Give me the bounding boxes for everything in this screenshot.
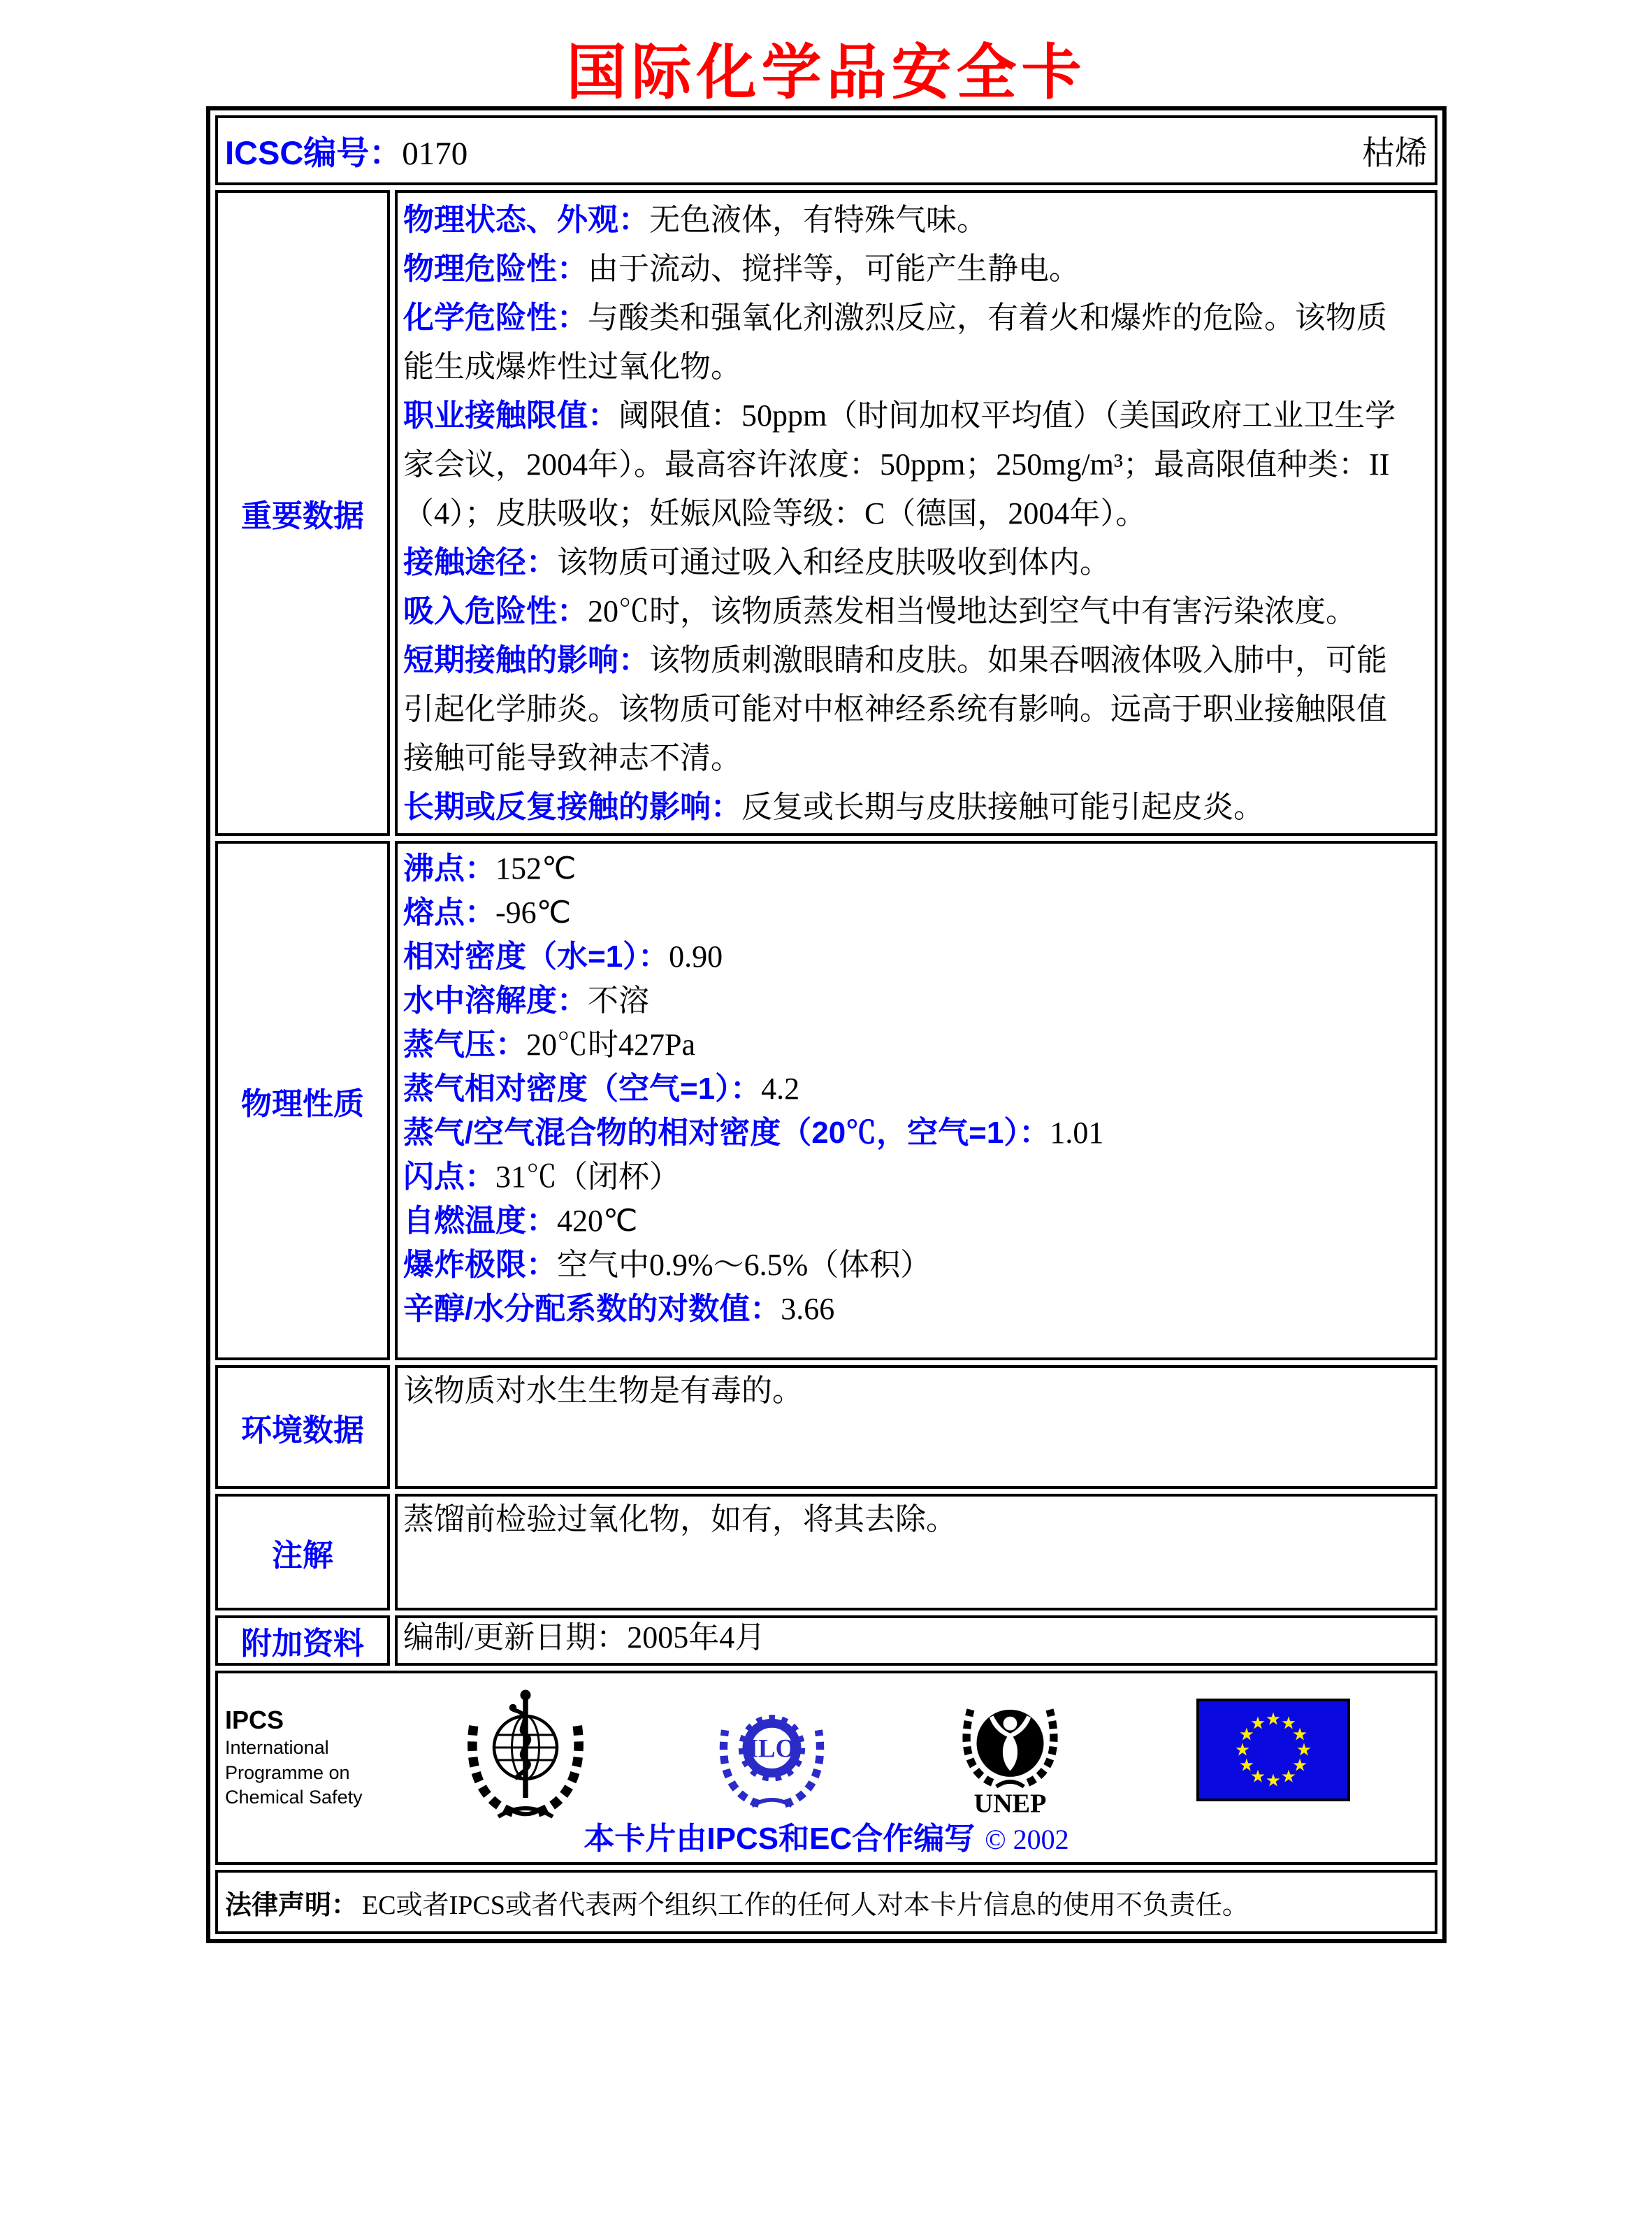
icsc-card-table — [206, 106, 1447, 1943]
environment-text: 该物质对水生生物是有毒的。 — [403, 1374, 803, 1408]
property-label: 水中溶解度： — [403, 983, 588, 1018]
ilo-logo — [707, 1694, 836, 1815]
field-label: 吸入危险性： — [403, 594, 588, 628]
ipcs-acronym: IPCS — [225, 1706, 284, 1734]
header-cell — [215, 115, 1437, 185]
field-label: 长期或反复接触的影响： — [403, 790, 741, 824]
unep-logo — [949, 1686, 1071, 1824]
property-line — [403, 1023, 1407, 1067]
property-value: 不溶 — [588, 983, 649, 1018]
section-content-important — [395, 190, 1437, 836]
property-label: 蒸气相对密度（空气=1）： — [403, 1072, 762, 1106]
legal-label: 法律声明： — [225, 1890, 358, 1920]
field-label: 物理状态、外观： — [403, 203, 649, 237]
field-label: 化学危险性： — [403, 301, 588, 335]
property-label: 蒸气/空气混合物的相对密度（20℃，空气=1）： — [403, 1116, 1050, 1150]
property-line — [403, 1199, 1407, 1243]
section-content-physical — [395, 841, 1437, 1360]
property-line — [403, 891, 1407, 935]
section-label-additional: 附加资料 — [215, 1615, 390, 1666]
field-line — [403, 636, 1407, 783]
property-label: 自燃温度： — [403, 1204, 557, 1238]
property-label: 熔点： — [403, 895, 495, 930]
section-content-notes — [395, 1494, 1437, 1610]
property-label: 爆炸极限： — [403, 1248, 557, 1282]
notes-text: 蒸馏前检验过氧化物，如有，将其去除。 — [403, 1502, 957, 1536]
property-label: 辛醇/水分配系数的对数值： — [403, 1292, 781, 1326]
property-line — [403, 1155, 1407, 1199]
field-line — [403, 391, 1407, 538]
property-value: 0.90 — [669, 939, 723, 974]
legal-text: EC或者IPCS或者代表两个组织工作的任何人对本卡片信息的使用不负责任。 — [362, 1890, 1249, 1920]
property-line — [403, 1287, 1407, 1331]
field-line — [403, 587, 1407, 636]
additional-info-text: 编制/更新日期：2005年4月 — [403, 1620, 766, 1655]
property-line — [403, 846, 1407, 891]
field-value: 反复或长期与皮肤接触可能引起皮炎。 — [741, 790, 1264, 824]
property-label: 沸点： — [403, 851, 495, 886]
property-label: 闪点： — [403, 1160, 495, 1194]
chemical-name: 枯烯 — [1362, 135, 1428, 172]
row-additional-info — [215, 1615, 1437, 1666]
ipcs-line: International — [225, 1737, 329, 1758]
field-line — [403, 245, 1407, 294]
property-line — [403, 935, 1407, 979]
icsc-number-value: 0170 — [402, 135, 468, 172]
section-content-environment — [395, 1365, 1437, 1489]
ipcs-line: Programme on — [225, 1761, 350, 1783]
card-caption — [218, 1813, 1435, 1858]
header-content — [218, 118, 1435, 182]
property-value: 20℃时427Pa — [526, 1028, 695, 1062]
row-notes — [215, 1494, 1437, 1610]
caption-copyright: © 2002 — [985, 1824, 1069, 1855]
property-label: 蒸气压： — [403, 1028, 526, 1062]
field-value: 与酸类和强氧化剂激烈反应，有着火和爆炸的危险。该物质能生成爆炸性过氧化物。 — [403, 301, 1387, 384]
property-value: 4.2 — [761, 1072, 800, 1106]
unep-logo-text: UNEP — [973, 1789, 1047, 1819]
field-value: 阈限值：50ppm（时间加权平均值）（美国政府工业卫生学家会议，2004年）。最高容许浓度：50ppm；250mg/m³；最高限值种类：II（4）；皮肤吸收；妊娠风险等级：C（德国，2004年）。 — [403, 398, 1396, 531]
property-line — [403, 1111, 1407, 1155]
row-environmental-data — [215, 1365, 1437, 1489]
icsc-number-group — [225, 127, 468, 174]
page-title: 国际化学品安全卡 — [566, 39, 1087, 106]
property-line — [403, 1243, 1407, 1287]
property-value: 152℃ — [495, 851, 577, 886]
field-line — [403, 196, 1407, 245]
field-label: 短期接触的影响： — [403, 643, 649, 677]
section-label-physical: 物理性质 — [215, 841, 390, 1360]
property-value: 空气中0.9%～6.5%（体积） — [557, 1248, 932, 1282]
field-label: 职业接触限值： — [403, 398, 618, 433]
row-important-data — [215, 190, 1437, 836]
icsc-number-label: ICSC编号： — [225, 134, 403, 171]
property-value: -96℃ — [495, 895, 572, 930]
ipcs-line: Chemical Safety — [225, 1787, 363, 1808]
field-value: 无色液体，有特殊气味。 — [649, 203, 987, 237]
ilo-logo-text: ILO — [748, 1734, 796, 1764]
property-value: 420℃ — [557, 1204, 638, 1238]
row-physical-properties — [215, 841, 1437, 1360]
row-legal — [215, 1870, 1437, 1934]
property-value: 3.66 — [781, 1292, 835, 1326]
field-value: 该物质可通过吸入和经皮肤吸收到体内。 — [557, 545, 1110, 579]
field-value: 该物质刺激眼睛和皮肤。如果吞咽液体吸入肺中，可能引起化学肺炎。该物质可能对中枢神经系统有影响。远高于职业接触限值接触可能导致神志不清。 — [403, 643, 1387, 775]
section-label-important: 重要数据 — [215, 190, 390, 836]
property-line — [403, 979, 1407, 1023]
section-label-environment: 环境数据 — [215, 1365, 390, 1489]
field-line — [403, 294, 1407, 391]
physical-properties-text — [398, 844, 1435, 1332]
legal-cell — [215, 1870, 1437, 1934]
eu-flag — [1196, 1699, 1350, 1805]
ipcs-text-block — [225, 1704, 363, 1810]
row-header — [215, 115, 1437, 185]
logos-cell — [215, 1671, 1437, 1865]
field-line — [403, 538, 1407, 587]
field-value: 由于流动、搅拌等，可能产生静电。 — [588, 252, 1080, 286]
caption-text: 本卡片由IPCS和EC合作编写 — [584, 1822, 976, 1856]
section-content-additional — [395, 1615, 1437, 1666]
property-label: 相对密度（水=1）： — [403, 939, 669, 974]
legal-statement — [218, 1873, 1435, 1931]
row-logos — [215, 1671, 1437, 1865]
field-label: 接触途径： — [403, 545, 557, 579]
important-data-text — [398, 193, 1435, 833]
property-line — [403, 1067, 1407, 1111]
field-label: 物理危险性： — [403, 252, 588, 286]
field-line — [403, 783, 1407, 832]
property-value: 1.01 — [1050, 1116, 1104, 1150]
field-value: 20℃时，该物质蒸发相当慢地达到空气中有害污染浓度。 — [588, 594, 1356, 628]
section-label-notes: 注解 — [215, 1494, 390, 1610]
who-logo — [463, 1682, 588, 1825]
property-value: 31℃（闭杯） — [495, 1160, 680, 1194]
